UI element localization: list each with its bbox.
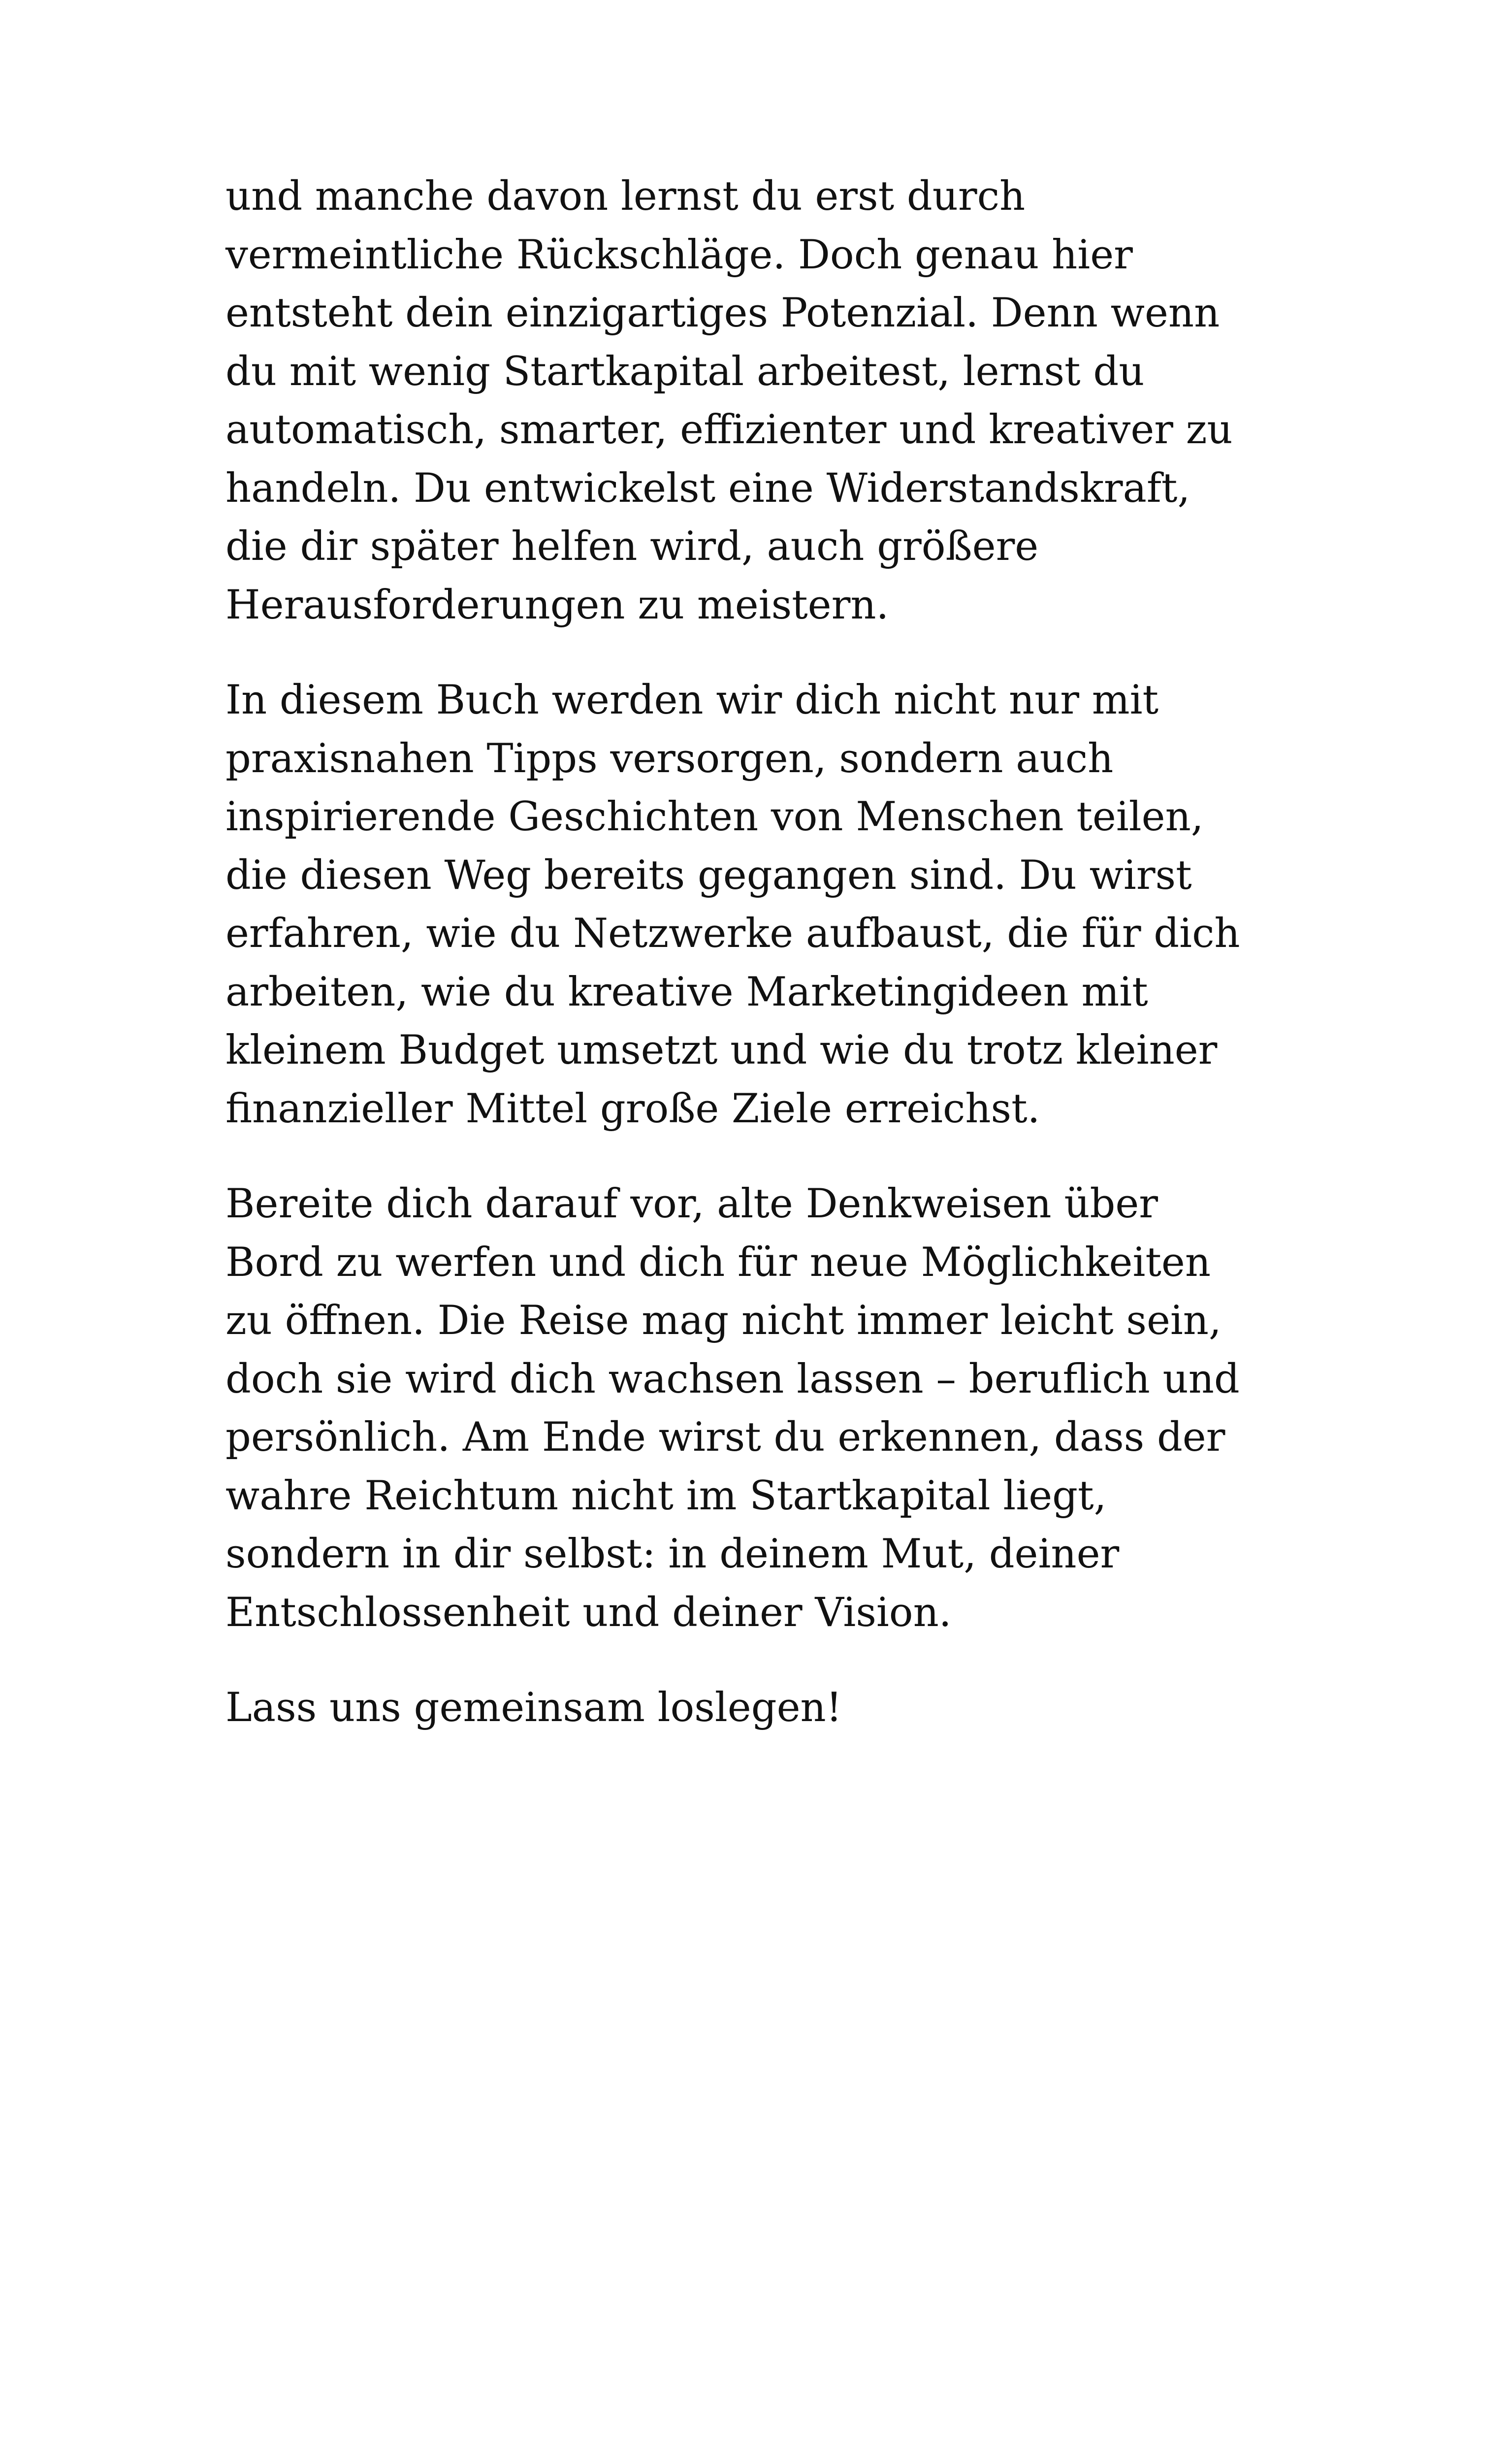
text-line: finanzieller Mittel große Ziele erreichst.: [225, 1085, 1040, 1132]
text-line: sondern in dir selbst: in deinem Mut, deiner: [225, 1531, 1120, 1577]
paragraph-2: [225, 671, 1338, 1138]
text-line: die dir später helfen wird, auch größere: [225, 523, 1039, 570]
text-line: erfahren, wie du Netzwerke aufbaust, die für dich: [225, 911, 1240, 957]
text-line: vermeintliche Rückschläge. Doch genau hier: [225, 231, 1133, 278]
text-line: Herausforderungen zu meistern.: [225, 582, 889, 628]
paragraph-4: [225, 1679, 1338, 1737]
text-line: inspirierende Geschichten von Menschen teilen,: [225, 794, 1204, 840]
text-line: entsteht dein einzigartiges Potenzial. Denn wenn: [225, 290, 1220, 336]
text-line: kleinem Budget umsetzt und wie du trotz kleiner: [225, 1027, 1218, 1074]
text-line: wahre Reichtum nicht im Startkapital liegt,: [225, 1472, 1107, 1519]
text-line: Entschlossenheit und deiner Vision.: [225, 1589, 952, 1636]
body-text: [225, 167, 1338, 1774]
text-line: zu öffnen. Die Reise mag nicht immer leicht sein,: [225, 1298, 1222, 1344]
text-line: die diesen Weg bereits gegangen sind. Du wirst: [225, 852, 1192, 899]
text-line: In diesem Buch werden wir dich nicht nur mit: [225, 677, 1159, 723]
text-line: du mit wenig Startkapital arbeitest, lernst du: [225, 348, 1145, 395]
paragraph-1: [225, 167, 1338, 634]
text-line: automatisch, smarter, effizienter und kreativer zu: [225, 407, 1233, 453]
text-line: Lass uns gemeinsam loslegen!: [225, 1685, 842, 1731]
text-line: praxisnahen Tipps versorgen, sondern auch: [225, 735, 1114, 782]
text-line: arbeiten, wie du kreative Marketingideen mit: [225, 969, 1148, 1015]
text-line: Bereite dich darauf vor, alte Denkweisen über: [225, 1181, 1158, 1227]
text-line: doch sie wird dich wachsen lassen – beruflich und: [225, 1356, 1240, 1402]
text-line: Bord zu werfen und dich für neue Möglichkeiten: [225, 1239, 1211, 1286]
text-line: handeln. Du entwickelst eine Widerstandskraft,: [225, 465, 1190, 512]
text-line: und manche davon lernst du erst durch: [225, 173, 1026, 220]
text-line: persönlich. Am Ende wirst du erkennen, dass der: [225, 1414, 1225, 1461]
paragraph-3: [225, 1175, 1338, 1642]
